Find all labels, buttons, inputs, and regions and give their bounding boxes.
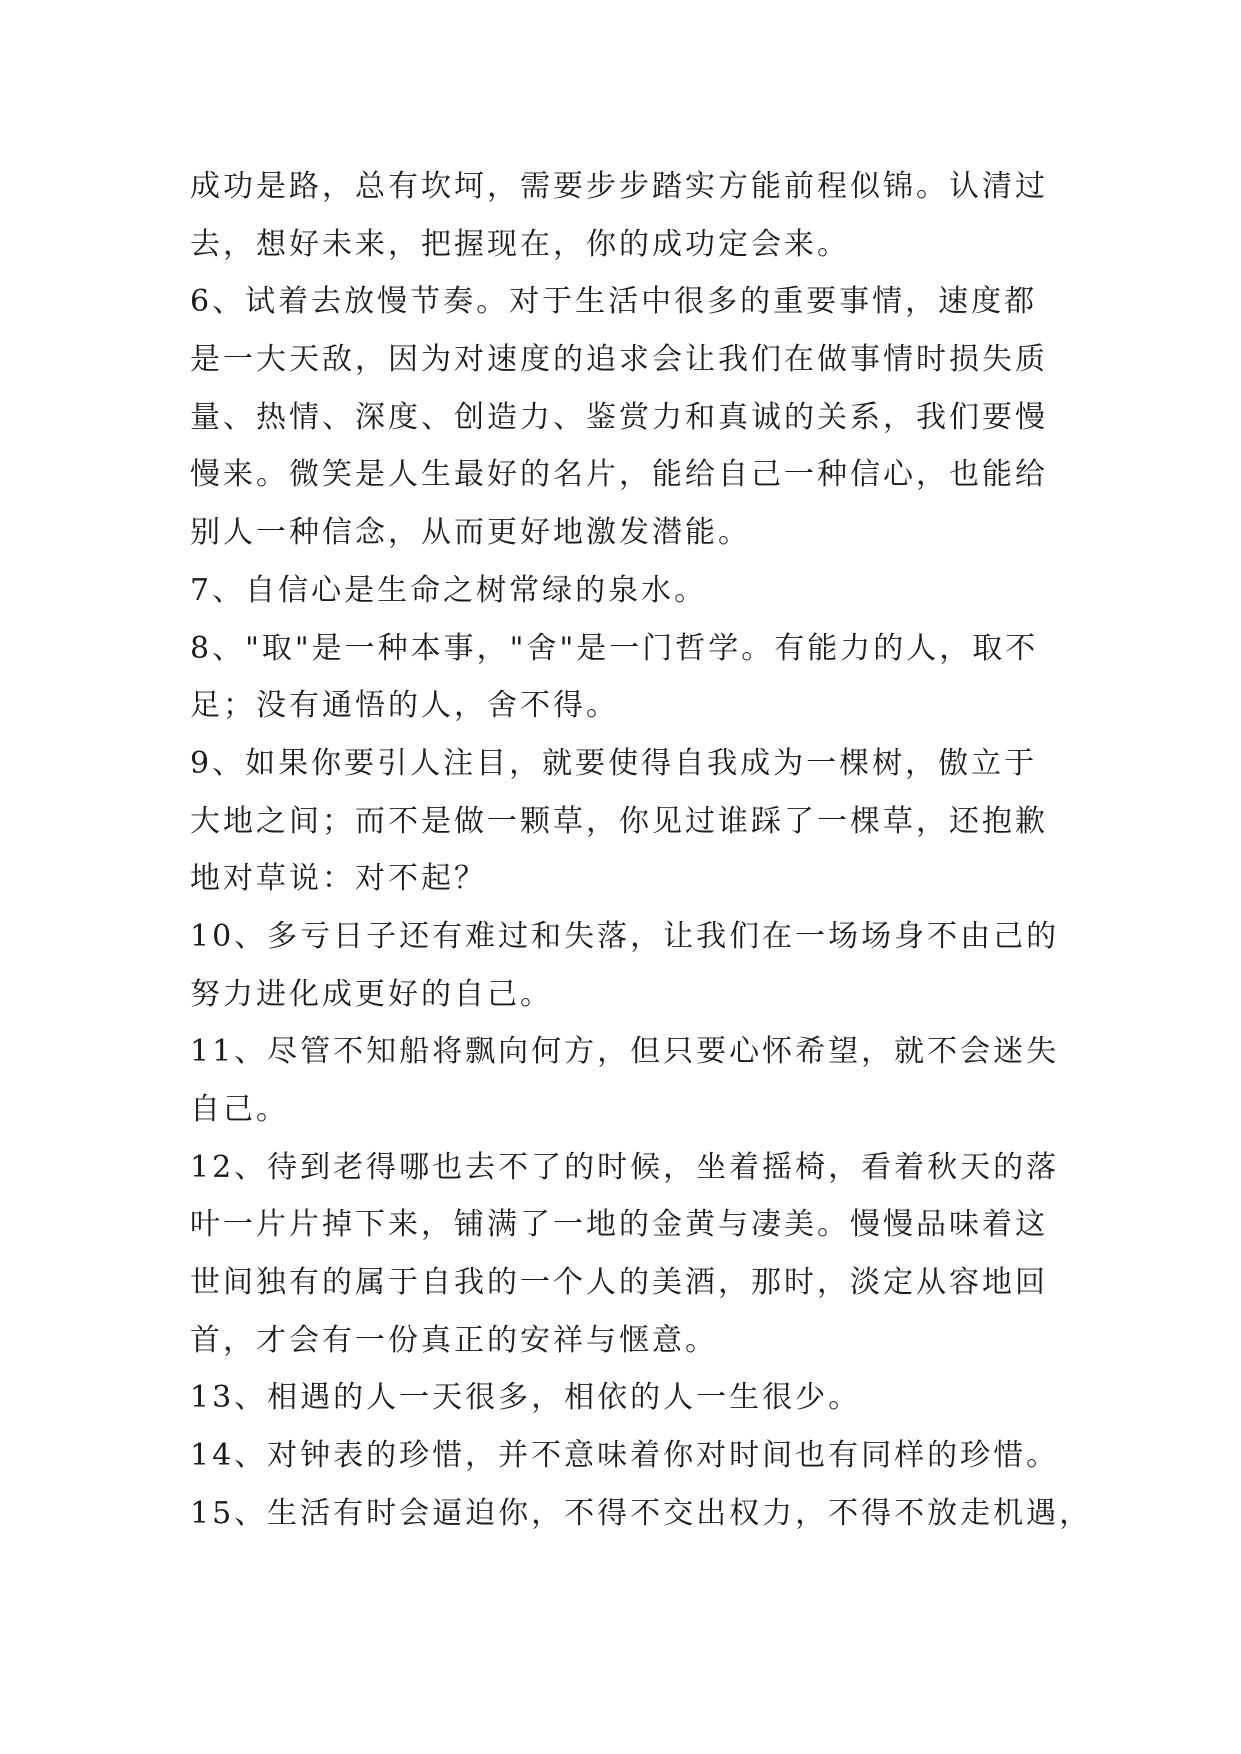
document-body: [190, 158, 1093, 1543]
text-line: 自己。: [190, 1092, 289, 1127]
text-line: 12、待到老得哪也去不了的时候，坐着摇椅，看着秋天的落: [190, 1149, 1060, 1185]
text-line: 慢来。微笑是人生最好的名片，能给自己一种信心，也能给: [190, 457, 1048, 493]
text-line: 别人一种信念，从而更好地激发潜能。: [190, 515, 751, 551]
text-line: 量、热情、深度、创造力、鉴赏力和真诚的关系，我们要慢: [190, 399, 1048, 435]
text-line: 6、试着去放慢节奏。对于生活中很多的重要事情，速度都: [190, 284, 1038, 320]
text-line: 8、"取"是一种本事，"舍"是一门哲学。有能力的人，取不: [190, 630, 1039, 666]
text-line: 足；没有通悟的人，舍不得。: [190, 688, 619, 724]
text-line: 努力进化成更好的自己。: [190, 976, 553, 1012]
text-line: 9、如果你要引人注目，就要使得自我成为一棵树，傲立于: [190, 745, 1038, 781]
text-line: 10、多亏日子还有难过和失落，让我们在一场场身不由己的: [190, 918, 1060, 954]
text-line: 15、生活有时会逼迫你，不得不交出权力，不得不放走机遇，: [190, 1495, 1093, 1531]
text-line: 7、自信心是生命之树常绿的泉水。: [190, 572, 708, 608]
text-line: 11、尽管不知船将飘向何方，但只要心怀希望，就不会迷失: [190, 1034, 1060, 1070]
text-line: 14、对钟表的珍惜，并不意味着你对时间也有同样的珍惜。: [190, 1438, 1060, 1474]
text-line: 叶一片片掉下来，铺满了一地的金黄与凄美。慢慢品味着这: [190, 1207, 1048, 1243]
text-line: 成功是路，总有坎坷，需要步步踏实方能前程似锦。认清过: [190, 169, 1048, 204]
text-line: 地对草说：对不起？: [190, 861, 487, 897]
text-line: 首，才会有一份真正的安祥与惬意。: [190, 1322, 718, 1358]
text-line: 是一大天敌，因为对速度的追求会让我们在做事情时损失质: [190, 342, 1048, 378]
text-line: 去，想好未来，把握现在，你的成功定会来。: [190, 226, 850, 262]
text-line: 世间独有的属于自我的一个人的美酒，那时，淡定从容地回: [190, 1265, 1048, 1301]
text-line: 大地之间；而不是做一颗草，你见过谁踩了一棵草，还抱歉: [190, 803, 1048, 839]
text-line: 13、相遇的人一天很多，相依的人一生很少。: [190, 1380, 862, 1416]
